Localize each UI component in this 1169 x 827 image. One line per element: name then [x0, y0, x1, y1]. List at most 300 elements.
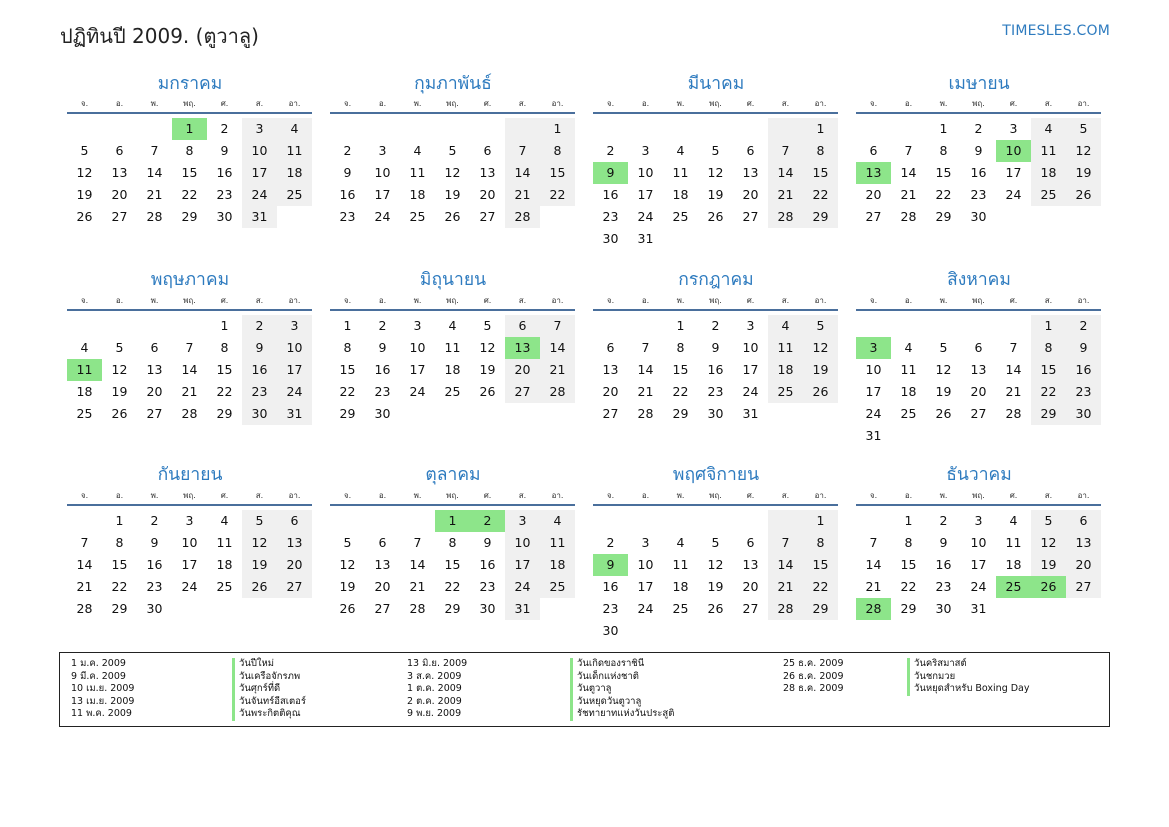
week-row	[856, 184, 1101, 206]
day-cell: 12	[339, 557, 356, 572]
weekday-label: อ.	[904, 99, 913, 108]
day-cell: 11	[1005, 535, 1022, 550]
week-row	[856, 315, 1101, 337]
day-cell: 29	[181, 209, 198, 224]
day-cell: 27	[970, 406, 987, 421]
legend-name-column	[232, 658, 306, 721]
day-cell: 30	[602, 623, 619, 638]
week-row	[856, 554, 1101, 576]
day-cell: 19	[339, 579, 356, 594]
empty-cell	[891, 118, 926, 140]
day-cell: 16	[146, 557, 163, 572]
day-cell: 19	[803, 359, 838, 381]
month-calendar	[856, 265, 1102, 458]
weekday-header	[856, 490, 1101, 506]
day-cell: 1	[435, 510, 470, 532]
day-cell: 7	[185, 340, 194, 355]
day-cell: 1	[904, 513, 913, 528]
day-cell: 19	[935, 384, 952, 399]
day-cell: 24	[409, 384, 426, 399]
holiday-name: วันเด็กแห่งชาติ	[570, 671, 674, 684]
day-cell: 23	[602, 209, 619, 224]
empty-cell	[768, 510, 803, 532]
day-cell: 20	[1066, 554, 1101, 576]
day-cell: 17	[374, 187, 391, 202]
weekday-label: ศ.	[220, 296, 229, 305]
day-cell: 10	[637, 165, 654, 180]
day-cell: 26	[707, 209, 724, 224]
day-cell: 5	[711, 535, 720, 550]
day-cell: 31	[742, 406, 759, 421]
weekday-label: พฤ.	[972, 99, 985, 108]
empty-cell	[365, 118, 400, 140]
day-cell: 26	[242, 576, 277, 598]
weekday-label: จ.	[80, 296, 89, 305]
weekday-label: พฤ.	[709, 99, 722, 108]
empty-cell	[663, 510, 698, 532]
day-cell: 25	[540, 576, 575, 598]
week-row	[67, 403, 312, 425]
week-row	[330, 576, 575, 598]
weekday-label: ส.	[518, 296, 527, 305]
weekday-header	[67, 98, 312, 114]
day-cell: 11	[277, 140, 312, 162]
empty-cell	[733, 620, 768, 642]
weekday-label: พฤ.	[446, 99, 459, 108]
day-cell: 20	[742, 187, 759, 202]
empty-cell	[242, 598, 277, 620]
day-cell: 20	[374, 579, 391, 594]
weekday-label: พ.	[413, 99, 422, 108]
month-name: สิงหาคม	[947, 270, 1011, 290]
day-cell: 8	[676, 340, 685, 355]
week-row	[856, 140, 1101, 162]
month-name: พฤษภาคม	[150, 270, 230, 290]
month-name: ธันวาคม	[946, 465, 1012, 485]
day-cell: 27	[742, 601, 759, 616]
weekday-label: ศ.	[1009, 296, 1018, 305]
week-row	[856, 510, 1101, 532]
day-cell: 7	[869, 535, 878, 550]
day-cell: 18	[900, 384, 917, 399]
weekday-label: พ.	[676, 491, 685, 500]
week-row	[67, 162, 312, 184]
weekday-label: อ.	[378, 491, 387, 500]
empty-cell	[768, 228, 803, 250]
day-cell: 3	[277, 315, 312, 337]
week-row	[593, 554, 838, 576]
day-cell: 11	[540, 532, 575, 554]
day-cell: 18	[1031, 162, 1066, 184]
weekday-label: ส.	[781, 296, 790, 305]
holiday-name: วันเครือจักรภพ	[232, 671, 306, 684]
day-cell: 21	[900, 187, 917, 202]
day-cell: 8	[939, 143, 948, 158]
weekday-header	[856, 295, 1101, 311]
day-cell: 25	[996, 576, 1031, 598]
day-cell: 6	[483, 143, 492, 158]
day-cell: 17	[277, 359, 312, 381]
day-cell: 13	[505, 337, 540, 359]
legend-date-column	[407, 658, 467, 721]
day-cell: 27	[146, 406, 163, 421]
weekday-header	[593, 98, 838, 114]
day-cell: 28	[146, 209, 163, 224]
empty-cell	[137, 315, 172, 337]
legend-name-column	[570, 658, 674, 721]
day-cell: 15	[444, 557, 461, 572]
day-cell: 30	[216, 209, 233, 224]
week-row	[856, 337, 1101, 359]
weekday-label: ส.	[518, 99, 527, 108]
weekday-label: อ.	[904, 491, 913, 500]
day-cell: 15	[216, 362, 233, 377]
day-cell: 7	[505, 140, 540, 162]
empty-cell	[628, 118, 663, 140]
weekday-label: อา.	[1077, 296, 1090, 305]
empty-cell	[400, 118, 435, 140]
day-cell: 7	[413, 535, 422, 550]
day-cell: 7	[768, 532, 803, 554]
month-calendar	[67, 70, 313, 263]
month-name: กรกฎาคม	[678, 270, 754, 290]
day-cell: 8	[220, 340, 229, 355]
weekday-label: ส.	[255, 99, 264, 108]
weekday-label: อ.	[641, 296, 650, 305]
day-cell: 31	[242, 206, 277, 228]
day-cell: 19	[1066, 162, 1101, 184]
day-cell: 24	[374, 209, 391, 224]
day-cell: 17	[505, 554, 540, 576]
day-cell: 17	[242, 162, 277, 184]
day-cell: 11	[900, 362, 917, 377]
day-cell: 9	[593, 162, 628, 184]
day-cell: 26	[111, 406, 128, 421]
weekday-label: พ.	[939, 491, 948, 500]
day-cell: 15	[339, 362, 356, 377]
week-row	[330, 532, 575, 554]
day-cell: 30	[479, 601, 496, 616]
holiday-name: วันพระกิตติคุณ	[232, 708, 306, 721]
day-cell: 1	[540, 118, 575, 140]
week-row	[67, 532, 312, 554]
day-cell: 7	[768, 140, 803, 162]
empty-cell	[593, 510, 628, 532]
weekday-label: อา.	[551, 296, 564, 305]
day-cell: 23	[1066, 381, 1101, 403]
empty-cell	[1031, 425, 1066, 447]
day-cell: 12	[1066, 140, 1101, 162]
empty-cell	[733, 228, 768, 250]
day-cell: 5	[80, 143, 89, 158]
empty-cell	[961, 425, 996, 447]
weekday-label: ศ.	[1009, 99, 1018, 108]
weekday-label: อา.	[814, 296, 827, 305]
day-cell: 2	[606, 143, 615, 158]
day-cell: 20	[602, 384, 619, 399]
day-cell: 14	[900, 165, 917, 180]
day-cell: 22	[111, 579, 128, 594]
empty-cell	[856, 510, 891, 532]
day-cell: 3	[641, 535, 650, 550]
week-row	[330, 510, 575, 532]
day-cell: 16	[479, 557, 496, 572]
day-cell: 17	[409, 362, 426, 377]
week-row	[593, 337, 838, 359]
site-link[interactable]: TIMESLES.COM	[1002, 23, 1110, 39]
day-cell: 21	[1005, 384, 1022, 399]
day-cell: 1	[803, 118, 838, 140]
weekday-label: พ.	[676, 296, 685, 305]
day-cell: 12	[935, 362, 952, 377]
week-row	[67, 359, 312, 381]
day-cell: 5	[803, 315, 838, 337]
day-cell: 12	[1031, 532, 1066, 554]
day-cell: 9	[150, 535, 159, 550]
day-cell: 17	[1005, 165, 1022, 180]
empty-cell	[67, 315, 102, 337]
day-cell: 8	[115, 535, 124, 550]
empty-cell	[593, 118, 628, 140]
weekday-label: อ.	[904, 296, 913, 305]
day-cell: 2	[939, 513, 948, 528]
day-cell: 2	[1066, 315, 1101, 337]
weekday-label: ส.	[781, 491, 790, 500]
day-cell: 28	[900, 209, 917, 224]
day-cell: 16	[339, 187, 356, 202]
weekday-label: พฤ.	[446, 296, 459, 305]
day-cell: 3	[746, 318, 755, 333]
weekday-label: อ.	[115, 491, 124, 500]
day-cell: 7	[540, 315, 575, 337]
empty-cell	[698, 118, 733, 140]
day-cell: 26	[707, 601, 724, 616]
day-cell: 12	[242, 532, 277, 554]
day-cell: 13	[742, 557, 759, 572]
day-cell: 14	[181, 362, 198, 377]
day-cell: 21	[865, 579, 882, 594]
day-cell: 10	[865, 362, 882, 377]
day-cell: 14	[146, 165, 163, 180]
day-cell: 15	[672, 362, 689, 377]
week-row	[330, 162, 575, 184]
day-cell: 12	[707, 165, 724, 180]
empty-cell	[733, 510, 768, 532]
day-cell: 7	[1009, 340, 1018, 355]
month-name: กันยายน	[157, 465, 223, 485]
week-row	[593, 228, 838, 250]
day-cell: 20	[505, 359, 540, 381]
day-cell: 26	[803, 381, 838, 403]
weekday-label: พ.	[150, 296, 159, 305]
day-cell: 3	[378, 143, 387, 158]
empty-cell	[400, 403, 435, 425]
day-cell: 20	[111, 187, 128, 202]
day-cell: 4	[768, 315, 803, 337]
day-cell: 11	[444, 340, 461, 355]
month-calendar	[856, 70, 1102, 263]
day-cell: 10	[742, 340, 759, 355]
day-cell: 11	[672, 165, 689, 180]
day-cell: 25	[76, 406, 93, 421]
day-cell: 10	[970, 535, 987, 550]
week-row	[856, 532, 1101, 554]
empty-cell	[277, 206, 312, 228]
weekday-label: พ.	[150, 99, 159, 108]
empty-cell	[856, 315, 891, 337]
empty-cell	[505, 118, 540, 140]
day-cell: 14	[768, 554, 803, 576]
day-cell: 28	[1005, 406, 1022, 421]
day-cell: 25	[444, 384, 461, 399]
week-row	[856, 118, 1101, 140]
day-cell: 25	[277, 184, 312, 206]
day-cell: 29	[444, 601, 461, 616]
day-cell: 20	[970, 384, 987, 399]
day-cell: 16	[707, 362, 724, 377]
week-row	[593, 403, 838, 425]
month-name: มกราคม	[157, 74, 223, 94]
day-cell: 11	[409, 165, 426, 180]
day-cell: 8	[1031, 337, 1066, 359]
day-cell: 30	[935, 601, 952, 616]
day-cell: 29	[216, 406, 233, 421]
holiday-date: 10 เม.ย. 2009	[71, 683, 135, 694]
day-cell: 16	[216, 165, 233, 180]
day-cell: 13	[856, 162, 891, 184]
day-cell: 13	[970, 362, 987, 377]
day-cell: 5	[483, 318, 492, 333]
empty-cell	[435, 118, 470, 140]
holiday-name: รัชทายาทแห่งวันประสูติ	[570, 708, 674, 721]
day-cell: 16	[1066, 359, 1101, 381]
day-cell: 2	[150, 513, 159, 528]
day-cell: 27	[742, 209, 759, 224]
day-cell: 27	[602, 406, 619, 421]
day-cell: 12	[479, 340, 496, 355]
holiday-date: 3 ส.ค. 2009	[407, 670, 462, 682]
day-cell: 5	[448, 143, 457, 158]
week-row	[593, 315, 838, 337]
day-cell: 18	[672, 187, 689, 202]
week-row	[593, 184, 838, 206]
holiday-date: 9 พ.ย. 2009	[407, 708, 462, 719]
day-cell: 30	[1066, 403, 1101, 425]
day-cell: 4	[277, 118, 312, 140]
day-cell: 13	[374, 557, 391, 572]
day-cell: 28	[76, 601, 93, 616]
month-calendar	[856, 460, 1102, 653]
holiday-legend	[59, 652, 1110, 727]
day-cell: 16	[602, 187, 619, 202]
day-cell: 18	[1005, 557, 1022, 572]
day-cell: 12	[76, 165, 93, 180]
day-cell: 18	[409, 187, 426, 202]
day-cell: 12	[444, 165, 461, 180]
day-cell: 29	[803, 206, 838, 228]
week-row	[593, 576, 838, 598]
holiday-date: 1 ม.ค. 2009	[71, 658, 126, 669]
holiday-name: วันศุกร์ที่ดี	[232, 683, 306, 696]
holiday-date: 11 พ.ค. 2009	[71, 708, 132, 719]
day-cell: 23	[707, 384, 724, 399]
empty-cell	[698, 510, 733, 532]
empty-cell	[365, 510, 400, 532]
weekday-label: จ.	[869, 491, 878, 500]
day-cell: 25	[216, 579, 233, 594]
empty-cell	[856, 118, 891, 140]
empty-cell	[926, 425, 961, 447]
empty-cell	[470, 403, 505, 425]
day-cell: 19	[707, 579, 724, 594]
weekday-label: อา.	[1077, 491, 1090, 500]
weekday-label: อา.	[288, 296, 301, 305]
empty-cell	[996, 206, 1031, 228]
day-cell: 29	[935, 209, 952, 224]
week-row	[330, 598, 575, 620]
holiday-name: วันชกมวย	[907, 671, 1030, 684]
weekday-header	[67, 295, 312, 311]
weekday-label: พฤ.	[972, 296, 985, 305]
week-row	[330, 140, 575, 162]
day-cell: 28	[505, 206, 540, 228]
weekday-label: จ.	[606, 296, 615, 305]
weekday-label: พ.	[413, 296, 422, 305]
day-cell: 6	[746, 535, 755, 550]
day-cell: 31	[970, 601, 987, 616]
holiday-date: 13 เม.ย. 2009	[71, 695, 135, 707]
day-cell: 18	[76, 384, 93, 399]
day-cell: 5	[1031, 510, 1066, 532]
day-cell: 15	[1031, 359, 1066, 381]
empty-cell	[593, 315, 628, 337]
day-cell: 14	[505, 162, 540, 184]
weekday-label: จ.	[606, 99, 615, 108]
day-cell: 22	[1031, 381, 1066, 403]
page-title: ปฏิทินปี 2009. (ตูวาลู)	[60, 24, 259, 48]
weekday-label: ส.	[255, 491, 264, 500]
week-row	[67, 184, 312, 206]
holiday-name: วันจันทร์อีสเตอร์	[232, 696, 306, 709]
week-row	[593, 510, 838, 532]
empty-cell	[891, 315, 926, 337]
week-row	[856, 206, 1101, 228]
day-cell: 27	[505, 381, 540, 403]
day-cell: 15	[111, 557, 128, 572]
day-cell: 4	[413, 143, 422, 158]
weekday-label: ศ.	[1009, 491, 1018, 500]
week-row	[67, 337, 312, 359]
day-cell: 1	[343, 318, 352, 333]
day-cell: 21	[768, 576, 803, 598]
week-row	[856, 359, 1101, 381]
day-cell: 1	[676, 318, 685, 333]
day-cell: 31	[505, 598, 540, 620]
day-cell: 6	[505, 315, 540, 337]
weekday-label: พฤ.	[183, 296, 196, 305]
day-cell: 24	[181, 579, 198, 594]
day-cell: 11	[216, 535, 233, 550]
calendar-grid	[67, 70, 1101, 653]
day-cell: 24	[742, 384, 759, 399]
day-cell: 9	[220, 143, 229, 158]
day-cell: 26	[1031, 576, 1066, 598]
day-cell: 22	[900, 579, 917, 594]
day-cell: 4	[1009, 513, 1018, 528]
day-cell: 22	[339, 384, 356, 399]
day-cell: 29	[900, 601, 917, 616]
day-cell: 19	[479, 362, 496, 377]
